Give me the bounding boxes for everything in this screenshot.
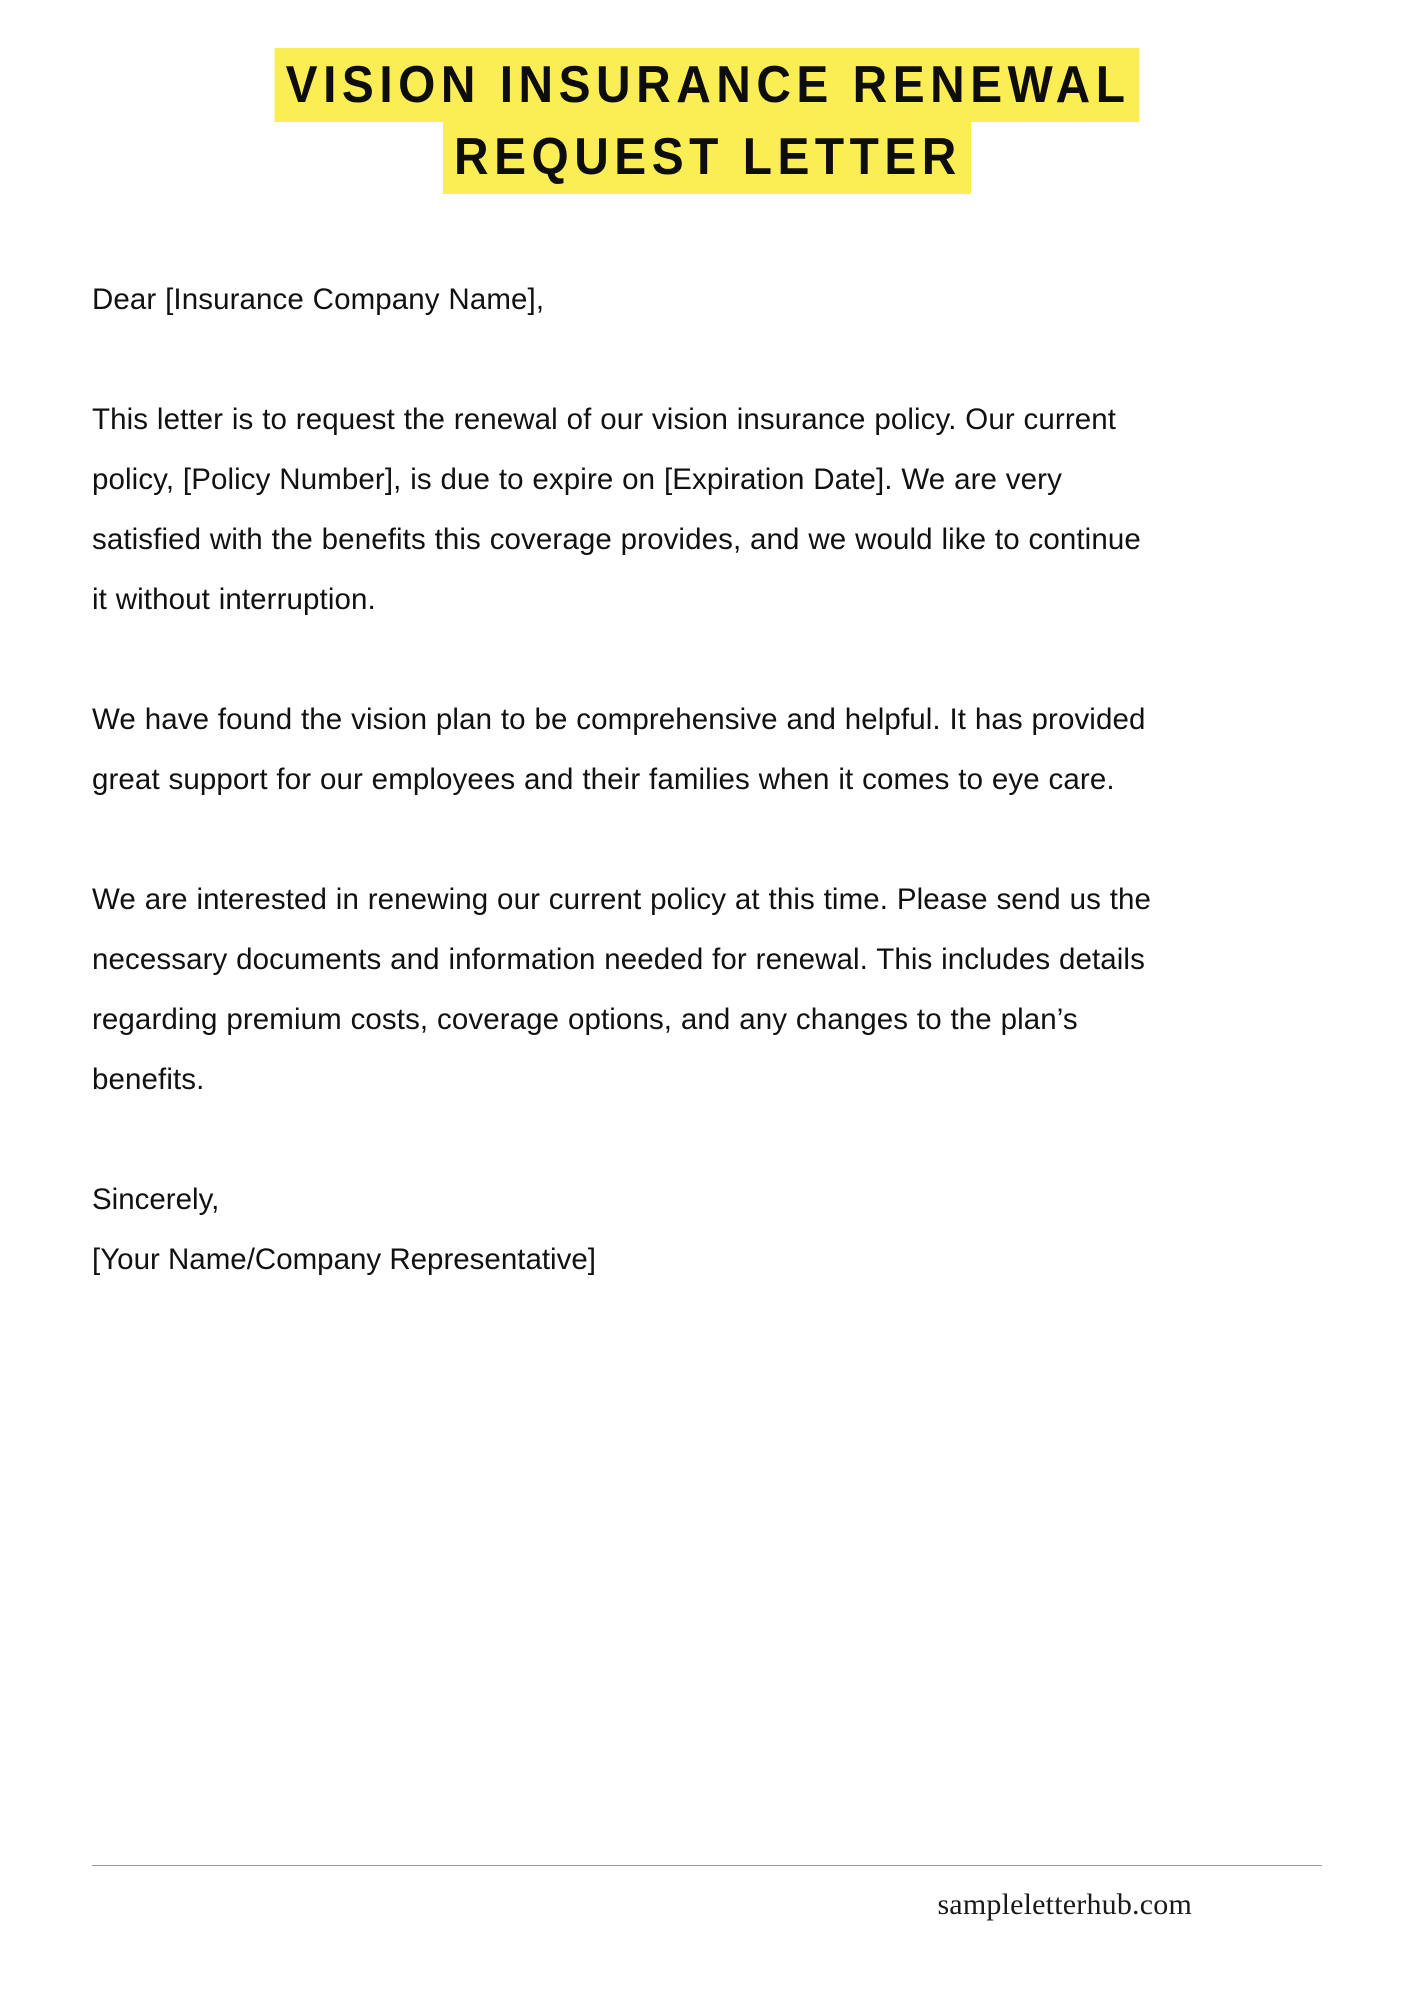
body-paragraph-3: We are interested in renewing our current policy at this time. Please send us the necessary documents and information needed for renewal. This includes details regarding premium costs, coverage options, and any changes to the plan’s benefits. xyxy=(92,883,1152,1096)
page-footer xyxy=(92,1865,1322,1922)
letter-content xyxy=(92,270,1152,1290)
footer-website: sampleletterhub.com xyxy=(937,1888,1192,1921)
title-row-1 xyxy=(0,48,1414,122)
signature-line: [Your Name/Company Representative] xyxy=(92,1243,596,1276)
title-line-1: VISION INSURANCE RENEWAL xyxy=(274,48,1139,122)
salutation: Dear [Insurance Company Name], xyxy=(92,283,545,316)
closing-line: Sincerely, xyxy=(92,1183,220,1216)
footer-divider xyxy=(92,1865,1322,1866)
title-line-2: REQUEST LETTER xyxy=(443,120,971,194)
body-paragraph-2: We have found the vision plan to be comprehensive and helpful. It has provided great support for our employees and their families when it comes to eye care. xyxy=(92,703,1146,796)
title-row-2 xyxy=(0,120,1414,194)
body-paragraph-1: This letter is to request the renewal of our vision insurance policy. Our current policy, [Policy Number], is due to expire on [Expiration Date]. We are very satisfied with the benefits this coverage provides, and we would like to continue it without interruption. xyxy=(92,403,1141,616)
document-title xyxy=(0,0,1414,194)
